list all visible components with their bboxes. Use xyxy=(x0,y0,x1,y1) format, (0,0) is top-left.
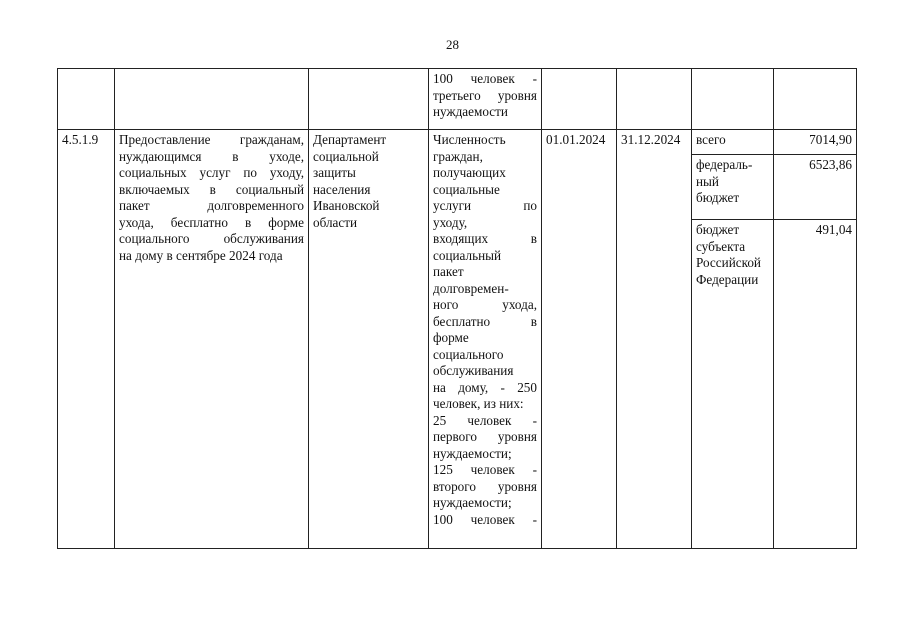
indicator-line: долговремен- xyxy=(433,280,509,296)
indicator-line: обслуживания xyxy=(433,363,514,378)
table-row-main xyxy=(58,130,857,155)
funding-source-line: федераль- xyxy=(696,157,753,172)
activity-line: пакет долговременного xyxy=(119,198,304,213)
activity-line: ухода, бесплатно в форме xyxy=(119,214,304,230)
activity-line: Предоставление гражданам, xyxy=(119,132,304,147)
cell-funding-source xyxy=(692,220,774,549)
cell-funding-source xyxy=(692,155,774,220)
funding-amount: 491,04 xyxy=(815,222,852,237)
page-number: 28 xyxy=(446,37,459,52)
funding-amount: 7014,90 xyxy=(809,132,852,147)
indicator-line: первого уровня xyxy=(433,429,537,444)
indicator-line: форме xyxy=(433,330,469,345)
cell-amount-empty xyxy=(774,69,857,130)
cell-funding-amount xyxy=(774,130,857,155)
activity-line: нуждающимся в уходе, xyxy=(119,148,304,164)
funding-source-line: бюджет xyxy=(696,190,740,205)
funding-source-line: субъекта xyxy=(696,238,746,254)
end-date: 31.12.2024 xyxy=(621,132,681,147)
funding-source-line: Федерации xyxy=(696,271,759,287)
indicator-line: социального xyxy=(433,346,504,362)
executor-line: Департамент xyxy=(313,132,387,147)
activity-line: социальных услуг по уходу, xyxy=(119,165,304,180)
indicator-line: социальные xyxy=(433,181,500,197)
indicator-line: получающих xyxy=(433,165,506,180)
funding-source-line: ный xyxy=(696,173,719,189)
activity-line: социального обслуживания xyxy=(119,231,304,246)
program-table xyxy=(57,68,857,549)
cell-end-empty xyxy=(617,69,692,130)
indicator-line: уходу, xyxy=(433,214,468,230)
cell-executor-empty xyxy=(309,69,429,130)
cell-funding-amount xyxy=(774,220,857,549)
indicator-line: социальный xyxy=(433,247,502,263)
indicator-line: бесплатно в xyxy=(433,313,537,329)
indicator-line: третьего уровня xyxy=(433,87,537,103)
cell-executor xyxy=(309,130,429,549)
cell-funding-amount xyxy=(774,155,857,220)
table-row-continued xyxy=(58,69,857,130)
indicator-line: нуждаемости; xyxy=(433,495,512,510)
indicator-line: 100 человек - xyxy=(433,511,537,527)
cell-start-date xyxy=(542,130,617,549)
indicator-line: 100 человек - xyxy=(433,71,537,86)
indicator-line: 25 человек - xyxy=(433,412,537,428)
activity-line: на дому в сентябре 2024 года xyxy=(119,247,283,263)
cell-indicator-continued xyxy=(429,69,542,130)
funding-amount: 6523,86 xyxy=(809,157,852,172)
item-number: 4.5.1.9 xyxy=(62,132,99,147)
indicator-line: человек, из них: xyxy=(433,396,524,411)
indicator-line: нуждаемости; xyxy=(433,445,512,461)
indicator-line: входящих в xyxy=(433,231,537,246)
cell-start-empty xyxy=(542,69,617,130)
executor-line: области xyxy=(313,214,358,230)
cell-source-empty xyxy=(692,69,774,130)
funding-source-line: Российской xyxy=(696,255,761,270)
indicator-line: пакет xyxy=(433,264,464,279)
indicator-line: Численность xyxy=(433,132,506,147)
indicator-line: граждан, xyxy=(433,148,483,164)
executor-line: населения xyxy=(313,181,371,197)
indicator-line: второго уровня xyxy=(433,478,537,494)
indicator-line: ного ухода, xyxy=(433,297,537,312)
indicator-line: на дому, - 250 xyxy=(433,379,537,395)
executor-line: Ивановской xyxy=(313,198,380,213)
executor-line: защиты xyxy=(313,165,356,180)
indicator-line: услуги по xyxy=(433,198,537,213)
activity-line: включаемых в социальный xyxy=(119,181,304,197)
indicator-line: нуждаемости xyxy=(433,104,508,119)
funding-source-line: бюджет xyxy=(696,222,740,237)
executor-line: социальной xyxy=(313,148,379,164)
cell-number-empty xyxy=(58,69,115,130)
start-date: 01.01.2024 xyxy=(546,132,606,147)
indicator-line: 125 человек - xyxy=(433,462,537,477)
cell-activity xyxy=(115,130,309,549)
cell-item-number xyxy=(58,130,115,549)
cell-end-date xyxy=(617,130,692,549)
funding-source-line: всего xyxy=(696,132,726,147)
cell-funding-source xyxy=(692,130,774,155)
cell-activity-empty xyxy=(115,69,309,130)
cell-indicator xyxy=(429,130,542,549)
